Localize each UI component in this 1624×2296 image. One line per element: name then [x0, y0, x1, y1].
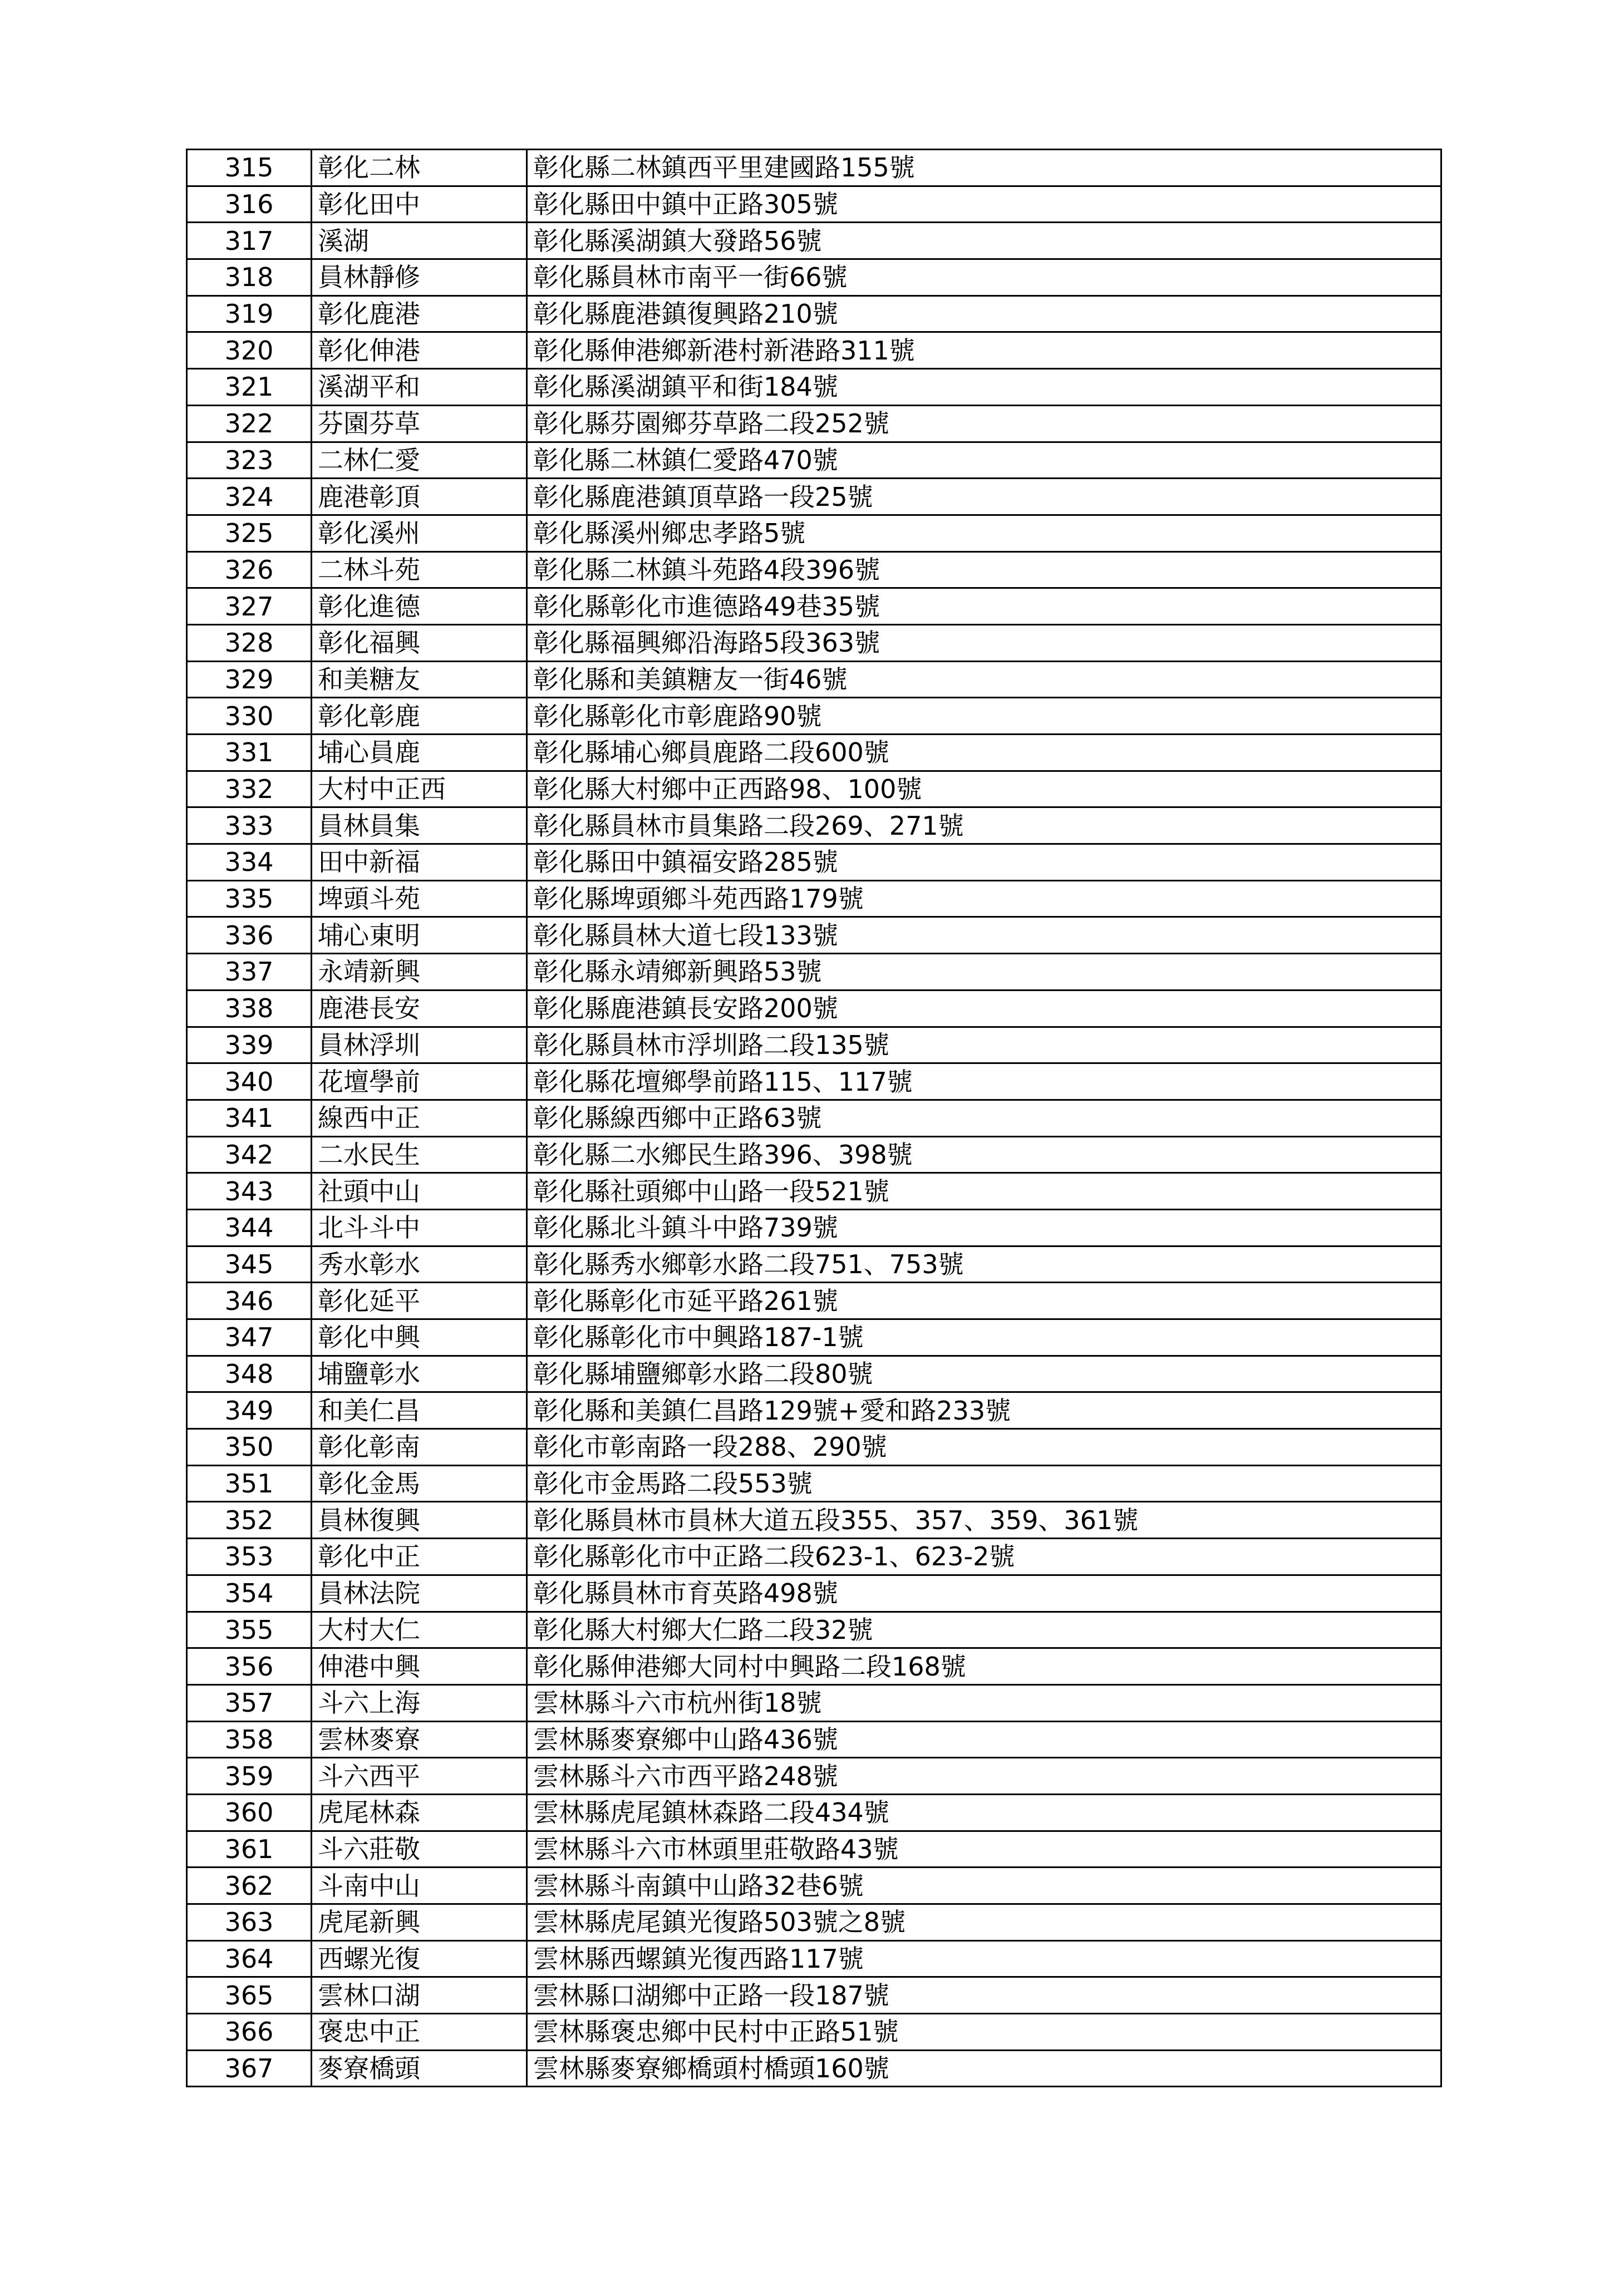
store-name-cell: 彰化二林 — [312, 150, 527, 186]
store-name-cell: 埤頭斗苑 — [312, 880, 527, 917]
store-address-cell: 彰化縣福興鄉沿海路5段363號 — [527, 624, 1441, 661]
table-row — [187, 1429, 1441, 1466]
store-name-cell: 彰化鹿港 — [312, 295, 527, 332]
store-name-cell: 員林員集 — [312, 807, 527, 844]
store-name-cell: 西螺光復 — [312, 1940, 527, 1977]
row-number-cell: 319 — [187, 295, 312, 332]
table-row — [187, 1758, 1441, 1795]
store-address-cell: 彰化縣彰化市中正路二段623-1、623-2號 — [527, 1539, 1441, 1575]
store-address-cell: 彰化縣花壇鄉學前路115、117號 — [527, 1063, 1441, 1100]
store-address-cell: 彰化縣永靖鄉新興路53號 — [527, 954, 1441, 991]
store-address-cell: 雲林縣麥寮鄉中山路436號 — [527, 1721, 1441, 1758]
store-address-cell: 彰化縣芬園鄉芬草路二段252號 — [527, 405, 1441, 442]
row-number-cell: 360 — [187, 1794, 312, 1831]
row-number-cell: 342 — [187, 1136, 312, 1173]
table-row — [187, 1209, 1441, 1246]
table-row — [187, 1100, 1441, 1136]
store-address-cell: 彰化縣員林大道七段133號 — [527, 917, 1441, 954]
store-name-cell: 虎尾新興 — [312, 1904, 527, 1941]
store-name-cell: 麥寮橋頭 — [312, 2050, 527, 2087]
store-address-cell: 彰化縣線西鄉中正路63號 — [527, 1100, 1441, 1136]
table-body — [187, 150, 1441, 2087]
row-number-cell: 350 — [187, 1429, 312, 1466]
store-name-cell: 斗六西平 — [312, 1758, 527, 1795]
table-row — [187, 698, 1441, 735]
table-row — [187, 807, 1441, 844]
table-row — [187, 917, 1441, 954]
row-number-cell: 323 — [187, 442, 312, 479]
store-address-cell: 彰化縣社頭鄉中山路一段521號 — [527, 1173, 1441, 1210]
store-name-cell: 員林浮圳 — [312, 1027, 527, 1063]
store-name-cell: 溪湖平和 — [312, 369, 527, 406]
store-name-cell: 斗六莊敬 — [312, 1831, 527, 1868]
store-address-cell: 彰化縣田中鎮福安路285號 — [527, 844, 1441, 881]
store-name-cell: 彰化彰鹿 — [312, 698, 527, 735]
store-address-cell: 彰化縣伸港鄉新港村新港路311號 — [527, 332, 1441, 369]
store-name-cell: 雲林口湖 — [312, 1977, 527, 2014]
store-address-cell: 彰化縣鹿港鎮復興路210號 — [527, 295, 1441, 332]
row-number-cell: 320 — [187, 332, 312, 369]
store-name-cell: 埔鹽彰水 — [312, 1356, 527, 1392]
table-row — [187, 1465, 1441, 1502]
store-address-cell: 彰化縣溪湖鎮平和街184號 — [527, 369, 1441, 406]
store-address-cell: 雲林縣麥寮鄉橋頭村橋頭160號 — [527, 2050, 1441, 2087]
store-address-cell: 雲林縣斗六市杭州街18號 — [527, 1684, 1441, 1721]
store-address-cell: 彰化縣二林鎮斗苑路4段396號 — [527, 551, 1441, 588]
table-row — [187, 1831, 1441, 1868]
store-name-cell: 永靖新興 — [312, 954, 527, 991]
row-number-cell: 341 — [187, 1100, 312, 1136]
table-row — [187, 1539, 1441, 1575]
store-name-cell: 斗南中山 — [312, 1868, 527, 1904]
row-number-cell: 366 — [187, 2014, 312, 2051]
store-address-cell: 彰化縣鹿港鎮頂草路一段25號 — [527, 479, 1441, 515]
store-address-cell: 彰化縣二林鎮西平里建國路155號 — [527, 150, 1441, 186]
table-row — [187, 1319, 1441, 1356]
store-name-cell: 彰化溪州 — [312, 515, 527, 551]
store-name-cell: 北斗斗中 — [312, 1209, 527, 1246]
row-number-cell: 339 — [187, 1027, 312, 1063]
store-address-cell: 彰化縣溪州鄉忠孝路5號 — [527, 515, 1441, 551]
row-number-cell: 324 — [187, 479, 312, 515]
row-number-cell: 326 — [187, 551, 312, 588]
store-name-cell: 田中新福 — [312, 844, 527, 881]
table-row — [187, 1904, 1441, 1941]
table-row — [187, 150, 1441, 186]
table-row — [187, 1684, 1441, 1721]
table-row — [187, 479, 1441, 515]
store-address-cell: 雲林縣虎尾鎮林森路二段434號 — [527, 1794, 1441, 1831]
store-address-cell: 彰化縣員林市員林大道五段355、357、359、361號 — [527, 1502, 1441, 1539]
store-name-cell: 和美糖友 — [312, 661, 527, 698]
store-address-cell: 彰化縣員林市南平一街66號 — [527, 259, 1441, 296]
table-row — [187, 405, 1441, 442]
table-row — [187, 1648, 1441, 1685]
table-row — [187, 2014, 1441, 2051]
table-row — [187, 1721, 1441, 1758]
store-name-cell: 員林法院 — [312, 1575, 527, 1612]
row-number-cell: 346 — [187, 1283, 312, 1319]
store-address-cell: 彰化縣二水鄉民生路396、398號 — [527, 1136, 1441, 1173]
store-name-cell: 二水民生 — [312, 1136, 527, 1173]
table-row — [187, 515, 1441, 551]
store-name-cell: 員林復興 — [312, 1502, 527, 1539]
row-number-cell: 344 — [187, 1209, 312, 1246]
table-row — [187, 1502, 1441, 1539]
row-number-cell: 365 — [187, 1977, 312, 2014]
table-row — [187, 880, 1441, 917]
row-number-cell: 318 — [187, 259, 312, 296]
table-row — [187, 735, 1441, 771]
table-row — [187, 1283, 1441, 1319]
store-name-cell: 大村大仁 — [312, 1612, 527, 1648]
store-name-cell: 秀水彰水 — [312, 1246, 527, 1283]
store-name-cell: 彰化福興 — [312, 624, 527, 661]
store-address-cell: 雲林縣口湖鄉中正路一段187號 — [527, 1977, 1441, 2014]
store-address-cell: 彰化縣二林鎮仁愛路470號 — [527, 442, 1441, 479]
store-name-cell: 花壇學前 — [312, 1063, 527, 1100]
store-name-cell: 彰化中正 — [312, 1539, 527, 1575]
table-row — [187, 332, 1441, 369]
row-number-cell: 367 — [187, 2050, 312, 2087]
table-row — [187, 295, 1441, 332]
table-row — [187, 1868, 1441, 1904]
row-number-cell: 331 — [187, 735, 312, 771]
row-number-cell: 359 — [187, 1758, 312, 1795]
table-row — [187, 588, 1441, 625]
store-name-cell: 員林靜修 — [312, 259, 527, 296]
store-address-cell: 彰化縣大村鄉大仁路二段32號 — [527, 1612, 1441, 1648]
store-address-cell: 彰化縣伸港鄉大同村中興路二段168號 — [527, 1648, 1441, 1685]
table-row — [187, 954, 1441, 991]
store-name-cell: 二林仁愛 — [312, 442, 527, 479]
table-row — [187, 186, 1441, 223]
row-number-cell: 334 — [187, 844, 312, 881]
row-number-cell: 364 — [187, 1940, 312, 1977]
table-row — [187, 1575, 1441, 1612]
row-number-cell: 358 — [187, 1721, 312, 1758]
store-address-cell: 彰化縣彰化市延平路261號 — [527, 1283, 1441, 1319]
store-address-cell: 彰化縣埤頭鄉斗苑西路179號 — [527, 880, 1441, 917]
row-number-cell: 362 — [187, 1868, 312, 1904]
store-address-cell: 彰化市彰南路一段288、290號 — [527, 1429, 1441, 1466]
store-name-cell: 斗六上海 — [312, 1684, 527, 1721]
row-number-cell: 356 — [187, 1648, 312, 1685]
store-name-cell: 雲林麥寮 — [312, 1721, 527, 1758]
row-number-cell: 321 — [187, 369, 312, 406]
row-number-cell: 328 — [187, 624, 312, 661]
store-name-cell: 線西中正 — [312, 1100, 527, 1136]
table-row — [187, 990, 1441, 1027]
table-row — [187, 2050, 1441, 2087]
store-address-cell: 彰化縣北斗鎮斗中路739號 — [527, 1209, 1441, 1246]
row-number-cell: 353 — [187, 1539, 312, 1575]
table-row — [187, 661, 1441, 698]
store-name-cell: 和美仁昌 — [312, 1392, 527, 1429]
row-number-cell: 325 — [187, 515, 312, 551]
store-address-cell: 雲林縣斗南鎮中山路32巷6號 — [527, 1868, 1441, 1904]
table-row — [187, 442, 1441, 479]
table-row — [187, 1612, 1441, 1648]
store-name-cell: 褒忠中正 — [312, 2014, 527, 2051]
row-number-cell: 340 — [187, 1063, 312, 1100]
store-name-cell: 虎尾林森 — [312, 1794, 527, 1831]
store-address-cell: 彰化縣彰化市進德路49巷35號 — [527, 588, 1441, 625]
table-row — [187, 259, 1441, 296]
store-name-cell: 彰化彰南 — [312, 1429, 527, 1466]
store-name-cell: 彰化伸港 — [312, 332, 527, 369]
store-name-cell: 彰化田中 — [312, 186, 527, 223]
row-number-cell: 345 — [187, 1246, 312, 1283]
store-address-cell: 雲林縣虎尾鎮光復路503號之8號 — [527, 1904, 1441, 1941]
row-number-cell: 338 — [187, 990, 312, 1027]
store-address-cell: 雲林縣斗六市林頭里莊敬路43號 — [527, 1831, 1441, 1868]
store-name-cell: 彰化進德 — [312, 588, 527, 625]
store-address-cell: 彰化縣鹿港鎮長安路200號 — [527, 990, 1441, 1027]
store-name-cell: 彰化金馬 — [312, 1465, 527, 1502]
table-row — [187, 844, 1441, 881]
row-number-cell: 349 — [187, 1392, 312, 1429]
store-name-cell: 埔心東明 — [312, 917, 527, 954]
store-address-cell: 彰化縣田中鎮中正路305號 — [527, 186, 1441, 223]
store-address-cell: 彰化縣員林市員集路二段269、271號 — [527, 807, 1441, 844]
store-name-cell: 彰化延平 — [312, 1283, 527, 1319]
table-row — [187, 1027, 1441, 1063]
table-row — [187, 1977, 1441, 2014]
row-number-cell: 322 — [187, 405, 312, 442]
store-name-cell: 鹿港彰頂 — [312, 479, 527, 515]
table-row — [187, 1392, 1441, 1429]
row-number-cell: 337 — [187, 954, 312, 991]
row-number-cell: 352 — [187, 1502, 312, 1539]
store-address-cell: 雲林縣褒忠鄉中民村中正路51號 — [527, 2014, 1441, 2051]
table-row — [187, 1356, 1441, 1392]
store-address-cell: 彰化市金馬路二段553號 — [527, 1465, 1441, 1502]
row-number-cell: 330 — [187, 698, 312, 735]
row-number-cell: 315 — [187, 150, 312, 186]
store-address-cell: 雲林縣西螺鎮光復西路117號 — [527, 1940, 1441, 1977]
store-address-cell: 彰化縣彰化市中興路187-1號 — [527, 1319, 1441, 1356]
store-name-cell: 社頭中山 — [312, 1173, 527, 1210]
table-row — [187, 1173, 1441, 1210]
store-address-cell: 彰化縣大村鄉中正西路98、100號 — [527, 771, 1441, 807]
store-address-cell: 彰化縣和美鎮糖友一街46號 — [527, 661, 1441, 698]
store-address-cell: 彰化縣埔心鄉員鹿路二段600號 — [527, 735, 1441, 771]
store-name-cell: 彰化中興 — [312, 1319, 527, 1356]
store-address-table — [186, 149, 1442, 2087]
store-address-cell: 彰化縣溪湖鎮大發路56號 — [527, 223, 1441, 259]
store-name-cell: 鹿港長安 — [312, 990, 527, 1027]
store-address-cell: 彰化縣秀水鄉彰水路二段751、753號 — [527, 1246, 1441, 1283]
table-row — [187, 624, 1441, 661]
row-number-cell: 329 — [187, 661, 312, 698]
store-name-cell: 芬園芬草 — [312, 405, 527, 442]
row-number-cell: 316 — [187, 186, 312, 223]
table-row — [187, 551, 1441, 588]
store-address-cell: 彰化縣彰化市彰鹿路90號 — [527, 698, 1441, 735]
store-name-cell: 伸港中興 — [312, 1648, 527, 1685]
row-number-cell: 347 — [187, 1319, 312, 1356]
row-number-cell: 327 — [187, 588, 312, 625]
table-row — [187, 369, 1441, 406]
table-row — [187, 1063, 1441, 1100]
row-number-cell: 348 — [187, 1356, 312, 1392]
store-name-cell: 溪湖 — [312, 223, 527, 259]
row-number-cell: 336 — [187, 917, 312, 954]
row-number-cell: 333 — [187, 807, 312, 844]
table-row — [187, 223, 1441, 259]
row-number-cell: 332 — [187, 771, 312, 807]
table-row — [187, 1940, 1441, 1977]
row-number-cell: 343 — [187, 1173, 312, 1210]
row-number-cell: 354 — [187, 1575, 312, 1612]
table-row — [187, 1136, 1441, 1173]
row-number-cell: 355 — [187, 1612, 312, 1648]
row-number-cell: 363 — [187, 1904, 312, 1941]
row-number-cell: 335 — [187, 880, 312, 917]
table-row — [187, 1246, 1441, 1283]
row-number-cell: 317 — [187, 223, 312, 259]
table-row — [187, 771, 1441, 807]
store-address-cell: 彰化縣和美鎮仁昌路129號+愛和路233號 — [527, 1392, 1441, 1429]
row-number-cell: 351 — [187, 1465, 312, 1502]
store-name-cell: 大村中正西 — [312, 771, 527, 807]
table-row — [187, 1794, 1441, 1831]
store-address-cell: 彰化縣埔鹽鄉彰水路二段80號 — [527, 1356, 1441, 1392]
row-number-cell: 361 — [187, 1831, 312, 1868]
store-address-cell: 彰化縣員林市育英路498號 — [527, 1575, 1441, 1612]
store-name-cell: 埔心員鹿 — [312, 735, 527, 771]
store-name-cell: 二林斗苑 — [312, 551, 527, 588]
store-address-cell: 雲林縣斗六市西平路248號 — [527, 1758, 1441, 1795]
store-address-cell: 彰化縣員林市浮圳路二段135號 — [527, 1027, 1441, 1063]
row-number-cell: 357 — [187, 1684, 312, 1721]
